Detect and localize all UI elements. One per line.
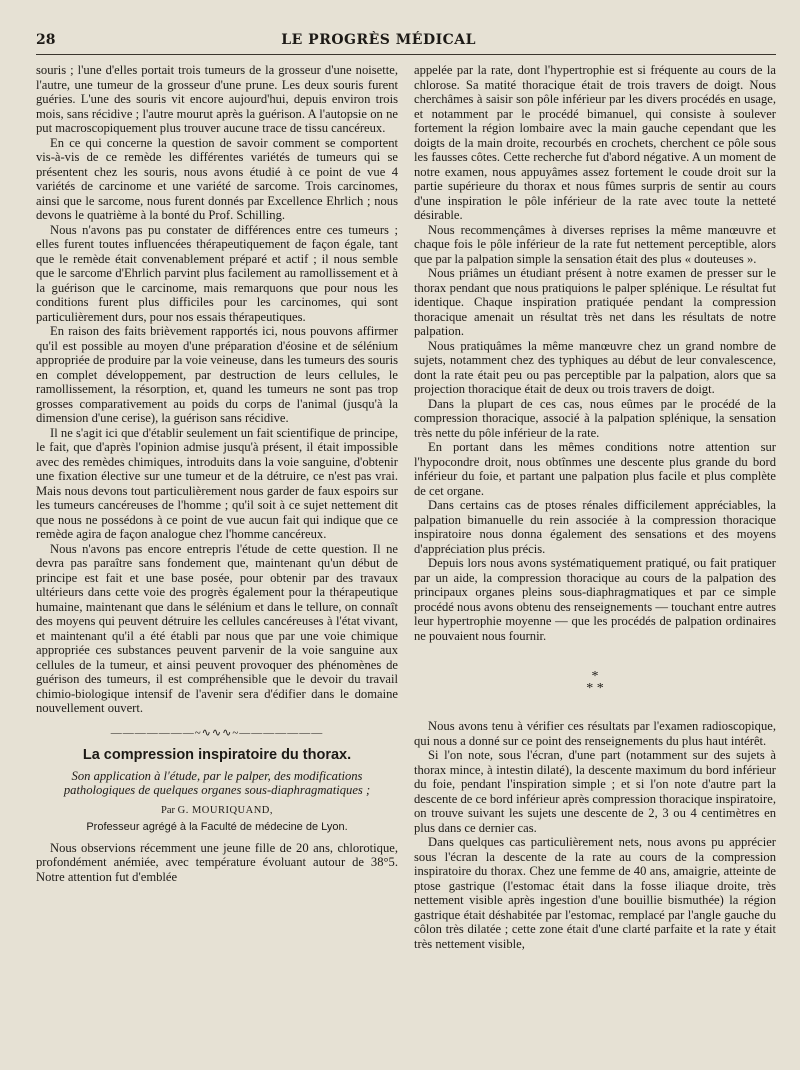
paragraph: Nous priâmes un étudiant présent à notre examen de presser sur le thorax pendant que nous pratiquions le palper splénique. Le résultat fut identique. Chaque inspiration pratiquée pendant la compression thoracique amenait un résultat très net dans les résultats de notre palpation. [414, 266, 776, 338]
paragraph: Si l'on note, sous l'écran, d'une part (notamment sur des sujets à thorax mince, à intestin dilaté), la descente maximum du bord inférieur du foie, pendant l'inspiration simple ; et si l'on note d'autre part la descente de ce bord inférieur après compression thoracique inspiratoire, on trouve suivant les sujets une descente de 2, 3 ou 4 centimètres en plus dans ce dernier cas. [414, 748, 776, 835]
byline [36, 804, 398, 819]
paragraph: Nous pratiquâmes la même manœuvre chez un grand nombre de sujets, notamment chez des typhiques au début de leur convalescence, dont la rate était peu ou pas perceptible par la palpation, alors que sa projection thoracique était de deux ou trois travers de doigt. [414, 338, 776, 396]
right-column [414, 63, 776, 951]
left-column [36, 63, 398, 951]
paragraph: En ce qui concerne la question de savoir comment se comportent vis-à-vis de ce remède les différentes variétés de tumeurs qui se présentent chez les souris, nous avons étudié à ce point de vue 4 variétés de carcinome et une variété de sarcome. Trois carcinomes, ainsi que le sarcome, nous furent donnés par Excellence Ehrlich ; nous devons le quatrième à la bonté du Prof. Schilling. [36, 135, 398, 222]
author-affiliation: Professeur agrégé à la Faculté de médecine de Lyon. [86, 821, 348, 833]
paragraph: Nous recommençâmes à diverses reprises la même manœuvre et chaque fois le pôle inférieur de la rate fut nettement perceptible, alors que par la palpation simple la sensation était des plus « douteuses ». [414, 222, 776, 266]
paragraph: Depuis lors nous avons systématiquement pratiqué, ou fait pratiquer par un aide, la compression thoracique au cours de la palpation des principaux organes pleins sous-diaphragmatiques et par ce simple procédé nous avons obtenu des renseignements — touchant entre autres leur hypertrophie moyenne — que les procédés de palpation ordinaires ne pouvaient nous fournir. [414, 556, 776, 643]
paragraph: appelée par la rate, dont l'hypertrophie est si fréquente au cours de la chlorose. Sa matité thoracique était de trois travers de doigt. Nous cherchâmes à saisir son pôle inférieur par les divers procédés en usage, et notamment par le procédé bimanuel, qui consiste à soulever fortement la région lombaire avec la main gauche cependant que les doigts de la main droite, recourbés en crochets, cherchent ce pôle sous les fausses côtes. Cette recherche fut d'abord négative. A un moment de notre examen, nous appuyâmes assez fortement le coude droit sur la partie supérieure du thorax et nous fûmes surpris de sentir au cours d'une inspiration le pôle inférieur de la rate avec toute la netteté désirable. [414, 63, 776, 222]
author-name: G. MOURIQUAND, [177, 804, 273, 816]
paragraph: Il ne s'agit ici que d'établir seulement un fait scientifique de principe, le fait, que d'après l'opinion admise jusqu'à présent, il était impossible avec des remèdes chimiques, introduits dans la voie sanguine, d'obtenir une fixation élective sur une tumeur et de la détruire, ce n'est pas vrai. Mais nous devons tout particulièrement nous garder de faux espoirs sur les tumeurs cancéreuses de l'homme ; qu'il soit à ce sujet nettement dit que nous ne possédons à ce point de vue aucun fait qui indique que ce remède agira de façon analogue chez l'homme cancéreux. [36, 425, 398, 541]
asterism [414, 671, 776, 695]
paragraph: Dans certains cas de ptoses rénales difficilement appréciables, la palpation bimanuelle du rein associée à la compression thoracique inspiratoire nous donna également des sensations et des moyens d'appréciation plus précis. [414, 498, 776, 556]
running-head [36, 32, 776, 55]
asterism-top: * [591, 669, 599, 684]
paragraph: Nous avons tenu à vérifier ces résultats par l'examen radioscopique, qui nous a donné sur ce point des renseignements du plus haut intérêt. [414, 719, 776, 748]
asterism-bottom: * * [586, 681, 604, 696]
article-subtitle: Son application à l'étude, par le palper, des modifications pathologiques de quelques organes sous-diaphragmatiques ; [63, 768, 371, 797]
journal-title: LE PROGRÈS MÉDICAL [281, 32, 476, 48]
paragraph: Dans la plupart de ces cas, nous eûmes par le procédé de la compression thoracique, associé à la palpation splénique, la sensation très nette du pôle inférieur de la rate. [414, 396, 776, 440]
article-title: La compression inspiratoire du thorax. [82, 747, 352, 763]
paragraph: Nous n'avons pas pu constater de différences entre ces tumeurs ; elles furent toutes influencées thérapeutiquement de façon égale, tant que le remède était convenablement préparé et actif ; il nous semble que le sarcome d'Ehrlich parvint plus facilement au ramollissement et à la guérison que le carcinome, mais remarquons que pour nous les conditions furent plus difficiles pour les carcinomes, qui sont particulièrement durs, pour nos essais thérapeutiques. [36, 222, 398, 324]
paragraph: Nous observions récemment une jeune fille de 20 ans, chlorotique, profondément anémiée, avec température évoluant autour de 38°5. Notre attention fut d'emblée [36, 840, 398, 884]
byline-prefix: Par [161, 804, 175, 816]
text-columns [36, 63, 776, 951]
paragraph: souris ; l'une d'elles portait trois tumeurs de la grosseur d'une noisette, l'autre, une tumeur de la grosseur d'une prune. Les deux souris furent guéries. L'une des souris vit encore aujourd'hui, depuis environ trois mois, sans récidive ; l'autre mourut après la guérison. A l'autopsie on ne put macroscopiquement plus trouver aucune trace de tissu cancéreux. [36, 63, 398, 135]
paragraph: En portant dans les mêmes conditions notre attention sur l'hypocondre droit, nous obtînmes une descente plus grande du bord inférieur du foie, et partant une palpation plus facile et plus complète de cet organe. [414, 440, 776, 498]
section-divider: ———————~∿∿∿~——————— [110, 726, 324, 739]
paragraph: Nous n'avons pas encore entrepris l'étude de cette question. Il ne devra pas paraître sans fondement que, maintenant qu'un début de principe est fait et une base posée, pour obtenir par des travaux ultérieurs dans cette voie des progrès également pour la thérapeutique humaine, maintenant que dans le sélénium et dans le tellure, on connaît des moyens qui peuvent détruire les cellules cancéreuses à l'état vivant, et maintenant qu'il a été établi par nous que par une voie chimique appropriée ces substances peuvent parvenir de la voie sanguine aux cellules de la tumeur, et ainsi peuvent provoquer des phénomènes de guérison des tumeurs, il est compréhensible que le devoir du travail chimio-biologique intensif de l'avenir sera d'édifier dans le domaine nouvellement ouvert. [36, 541, 398, 715]
page-number: 28 [36, 32, 56, 48]
paragraph: Dans quelques cas particulièrement nets, nous avons pu apprécier sous l'écran la descente de la rate au cours de la compression inspiratoire du thorax. Chez une femme de 40 ans, amaigrie, atteinte de ptose gastrique (l'estomac était dans la fosse iliaque droite, très nettement visible après ingestion d'une bouillie bismuthée) la région gastrique était déshabitée par l'estomac, remplacé par l'angle gauche du côlon très dilatée ; cette zone était d'une clarté parfaite et la rate y était très nettement visible, [414, 835, 776, 951]
paragraph: En raison des faits brièvement rapportés ici, nous pouvons affirmer qu'il est possible au moyen d'une préparation d'éosine et de sélénium appropriée de produire par la voie veineuse, dans les tumeurs des souris en complet développement, par destruction de leurs cellules, le ramollissement, la résorption, et, quand les tumeurs ne sont pas trop grosses comparativement au poids du corps de l'animal (jusqu'à la dimension d'une cerise), la guérison sans récidive. [36, 324, 398, 425]
